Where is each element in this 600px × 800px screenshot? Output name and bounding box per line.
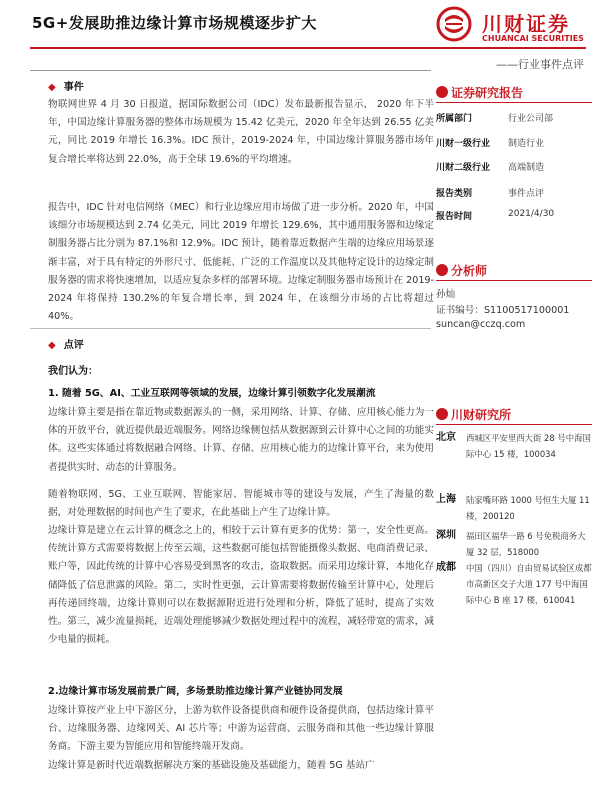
event-paragraph-2: 报告中，IDC 针对电信网络（MEC）和行业边缘应用市场做了进一步分析。2020 年，中国该细分市场规模达到 2.74 亿美元，同比 2019 年增长 129.6%，其中通用服务器和边缘定制服务器占比分别为 87.1%和 12.9%。IDC 预计，随着靠近数据产生端的边缘应用场景逐渐丰富，对于具有特定的外形尺寸、低能耗、广泛的工作温度以及其他特定设计的边缘定制服务器的需求将快速增加，以适应复杂多样的部署环境。边缘定制服务器市场预计在 2019-2024 年将保持 130.2%的年复合增长率，到 2024 年，在该细分市场的占比将超过 40%。: [48, 202, 434, 323]
red-dot-icon: [436, 86, 448, 98]
event-paragraph-1: 物联网世界 4 月 30 日报道，据国际数据公司（IDC）发布最新报告显示， 2020 年下半年，中国边缘计算服务器的整体市场规模为 15.42 亿美元，2020 年全年达到 26.55 亿美元，同比 2019 年增长 16.3%。IDC 预计，2019-2024 年，中国边缘计算服务器市场年复合增长率将达到 22.0%，高于全球 19.6%的平均增速。: [48, 99, 434, 165]
header-divider: [30, 70, 431, 71]
point-2-paragraph-1: 边缘计算按产业上中下游区分，上游为软件设备提供商和硬件设备提供商，包括边缘计算平台、边缘服务器、边缘网关、AI 芯片等；中游为运营商、云服务商和其他一些边缘计算服务商。下游主要为智能应用和智能终端开发商。: [48, 705, 434, 753]
research-institute-title: 川财研究所: [436, 406, 511, 423]
report-subtitle: ——行业事件点评: [496, 58, 584, 71]
point-1-paragraph-3: 边缘计算是建立在云计算的概念之上的，相较于云计算有更多的优势：第一，安全性更高。传统计算方式需要将数据上传至云端，这些数据可能包括智能摄像头数据、电商消费记录、账户等，因此传统的计算中心容易受到黑客的攻击，盗取数据。而采用边缘计算，本地化存储降低了信息泄露的风险。第二，实时性更强，云计算需要将数据传输至计算中心，处理后再传递回终端，边缘计算则可以在数据源附近进行处理和分析，降低了延时，提高了实效性。第三，减少流量损耗，近端处理能够减少数据处理过程中的流程，减轻带宽的需求，减少电量的损耗。: [48, 525, 434, 646]
logo-text-cn: 川财证券: [482, 12, 570, 36]
analyst-email[interactable]: suncan@cczq.com: [436, 319, 526, 330]
red-dot-icon: [436, 264, 448, 276]
point-1-title: 1. 随着 5G、AI、工业互联网等领域的发展，边缘计算引领数字化发展潮流: [48, 388, 376, 399]
red-dot-icon: [436, 408, 448, 420]
analyst-name: 孙灿: [436, 289, 456, 300]
analyst-cert: 证书编号：S1100517100001: [436, 305, 570, 316]
sidebar-rule: [436, 102, 592, 103]
logo-text-en: CHUANCAI SECURITIES: [482, 34, 584, 43]
point-1-paragraph-2: 随着物联网、5G、工业互联网、智能家居、智能城市等的建设与发展，产生了海量的数据，对处理数据的时间也产生了要求，在此基础上产生了边缘计算。: [48, 489, 434, 519]
company-logo: [436, 6, 586, 46]
commentary-intro: 我们认为：: [48, 366, 98, 377]
report-type-title: 证券研究报告: [436, 84, 523, 101]
commentary-heading: ◆ 点评: [48, 340, 84, 351]
diamond-bullet-icon: ◆: [48, 340, 56, 351]
point-1-paragraph-1: 边缘计算主要是指在靠近物或数据源头的一侧，采用网络、计算、存储、应用核心能力为一体的开放平台，就近提供最近端服务。网络边缘侧包括从数据源到云计算中心之间的功能实体。这些实体通过将数据融合网络、计算、存储、应用核心能力的边缘计算平台，来为使用者提供实时、动态的计算服务。: [48, 407, 434, 473]
diamond-bullet-icon: ◆: [48, 82, 56, 93]
point-2-title: 2.边缘计算市场发展前景广阔，多场景助推边缘计算产业链协同发展: [48, 686, 343, 697]
analyst-title: 分析师: [436, 262, 487, 279]
point-2-paragraph-2: 边缘计算是新时代近端数据解决方案的基础设施及基础能力，随着 5G 基站广: [48, 760, 375, 771]
event-heading: ◆ 事件: [48, 82, 84, 93]
header-rule: [30, 47, 586, 49]
company-logo-icon: [436, 6, 472, 42]
sidebar-rule: [436, 280, 592, 281]
sidebar-rule: [436, 424, 592, 425]
section-divider: [30, 328, 431, 329]
report-title: 5G+发展助推边缘计算市场规模逐步扩大: [32, 14, 317, 32]
